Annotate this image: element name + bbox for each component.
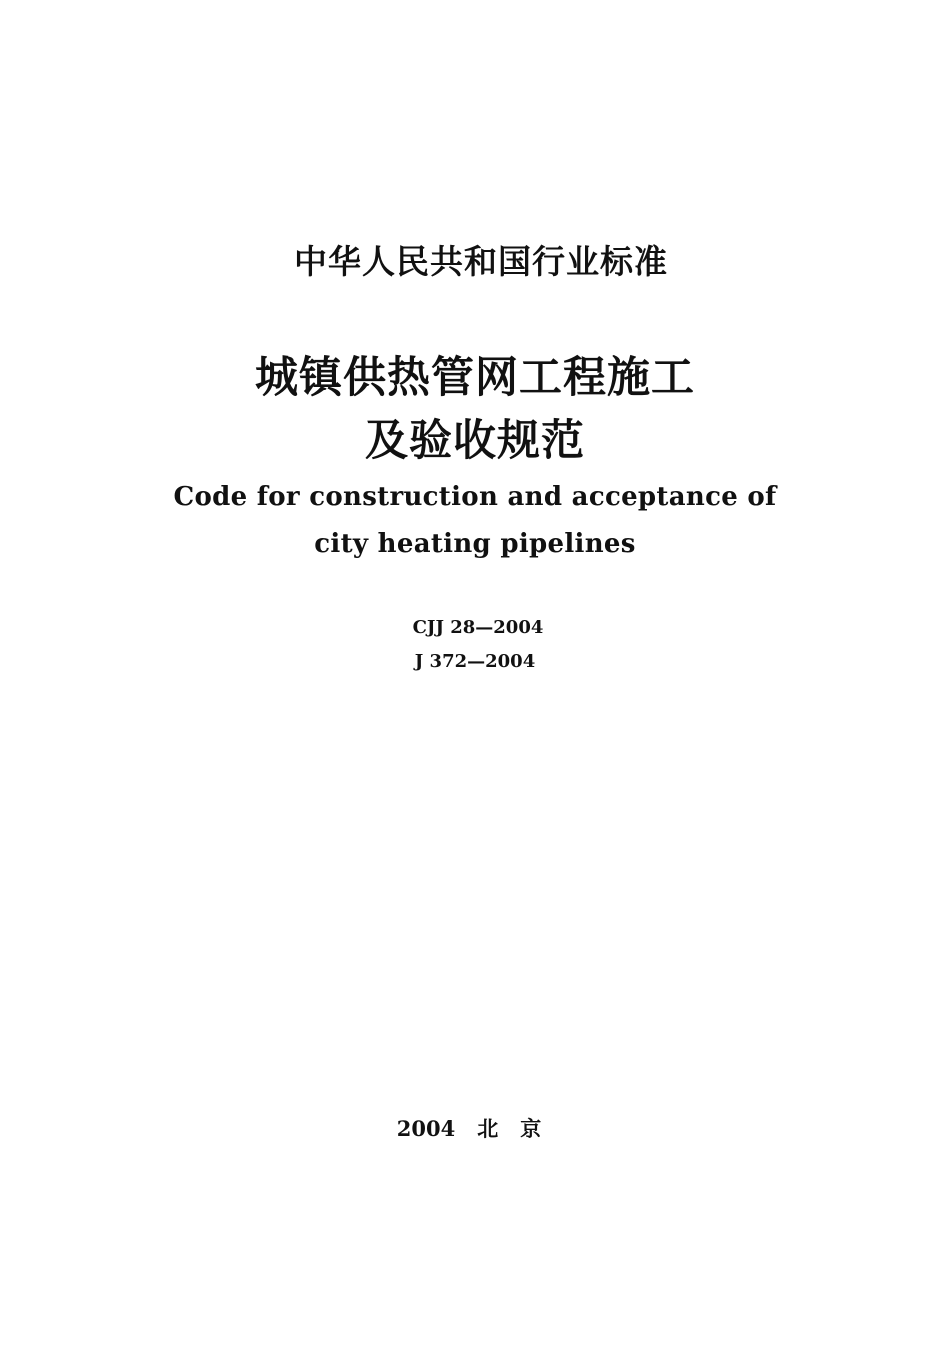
issuing-category: 中华人民共和国行业标准 [294, 242, 668, 281]
title-english-line-1: Code for construction and acceptance of [173, 482, 777, 512]
title-english-line-2: city heating pipelines [314, 529, 636, 559]
title-chinese-line-1: 城镇供热管网工程施工 [255, 353, 695, 403]
publication-year: 2004 [396, 1116, 456, 1141]
title-chinese-line-2: 及验收规范 [365, 416, 585, 466]
standard-code: CJJ 28—2004 [412, 617, 544, 638]
record-code: J 372—2004 [414, 651, 536, 672]
publication-imprint [0, 1113, 950, 1143]
publication-city: 北京 [477, 1117, 564, 1141]
